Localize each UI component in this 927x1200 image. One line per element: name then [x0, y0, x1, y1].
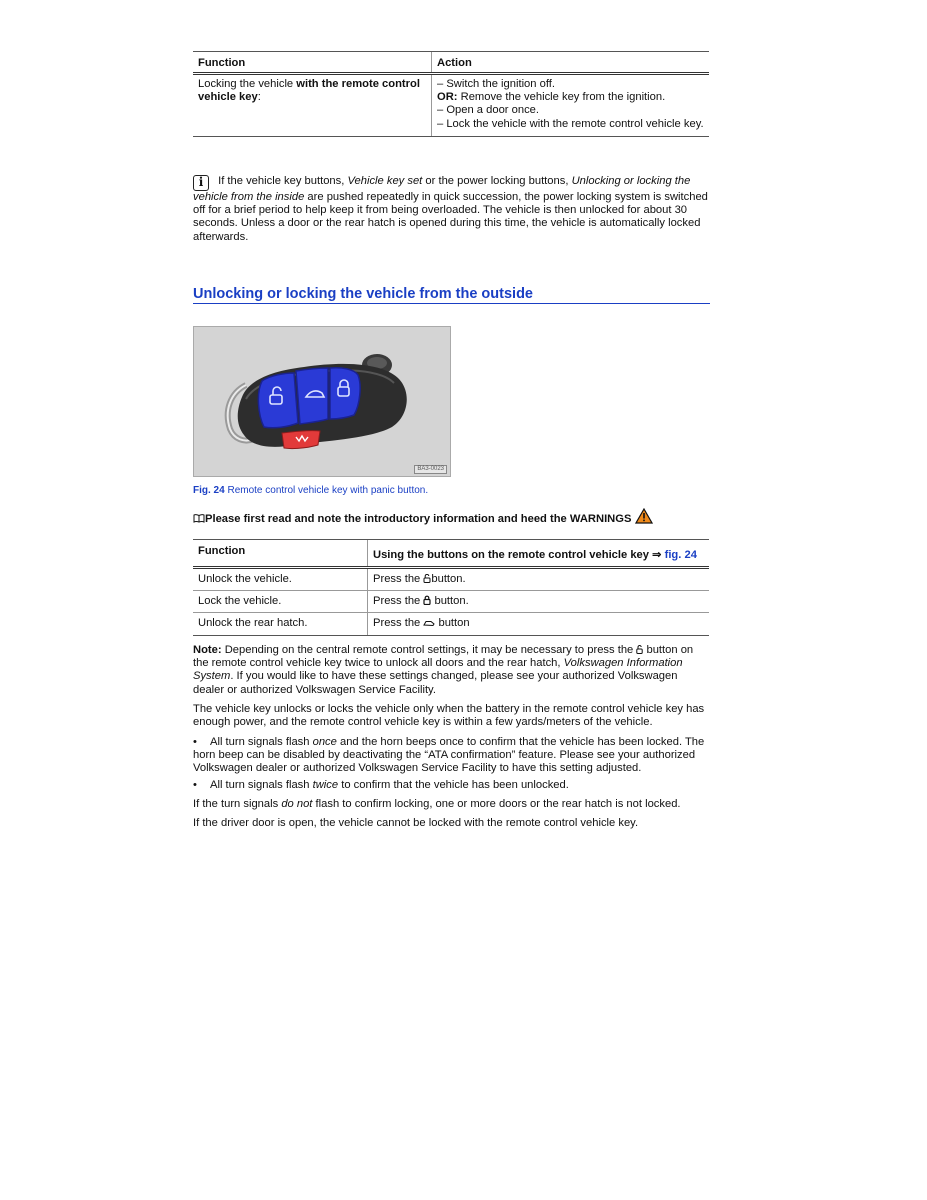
function-cell: Locking the vehicle with the remote control vehicle key:: [198, 78, 420, 104]
table-header-action: Action: [431, 52, 709, 72]
info-icon: i: [193, 175, 209, 191]
table-header-using: Using the buttons on the remote control vehicle key ⇒ fig. 24: [367, 540, 709, 566]
info-note: i If the vehicle key buttons, Vehicle key set or the power locking buttons, Unlocking or locking the vehicle from the inside are pushed repeatedly in quick succession, the power locking system is switched off for a brief period to help keep it from being overloaded. The vehicle is then unlocked for about 30 seconds. Unless a door or the rear hatch is opened during this time, the vehicle is automatically locked afterwards.: [193, 175, 708, 243]
table-header-function: Function: [198, 545, 246, 557]
remote-key-image: [194, 327, 450, 476]
action-cell: – Switch the ignition off. OR: Remove the vehicle key from the ignition. – Open a door once. – Lock the vehicle with the remote control vehicle key.: [431, 75, 709, 136]
table-row: Lock the vehicle. Press the button.: [193, 591, 709, 612]
intro-line: Please first read and note the introductory information and heed the WARNINGS: [193, 508, 653, 526]
not-locked-paragraph: If the turn signals do not flash to confirm locking, one or more doors or the rear hatch is not locked.: [193, 798, 681, 810]
lock-procedure-table: [193, 51, 709, 137]
figure-caption: Fig. 24 Remote control vehicle key with panic button.: [193, 485, 429, 496]
bullet-marker: •: [193, 779, 197, 791]
battery-paragraph: The vehicle key unlocks or locks the vehicle only when the battery in the remote control vehicle key has enough power, and the remote control vehicle key is within a few yards/meters of the vehicle.: [193, 703, 705, 729]
table-row: Unlock the vehicle. Press the button.: [193, 569, 709, 590]
buttons-table: [193, 539, 709, 636]
bullet-marker: •: [193, 736, 197, 748]
settings-note: Note: Depending on the central remote control settings, it may be necessary to press the button on the remote control vehicle key twice to unlock all doors and the rear hatch, Volkswagen Information System. If you would like to have these settings changed, please see your authorized Volkswagen dealer or authorized Volkswagen Service Facility.: [193, 644, 694, 696]
table-row: Unlock the rear hatch. Press the button: [193, 613, 709, 634]
table-header-function: Function: [198, 57, 246, 69]
rear-hatch-icon: [423, 619, 435, 627]
key-figure: [193, 326, 451, 477]
figure-link[interactable]: fig. 24: [664, 549, 697, 561]
figure-code: BA3-0023: [414, 465, 447, 474]
bullet-item: • All turn signals flash twice to confirm that the vehicle has been unlocked.: [193, 779, 569, 791]
bullet-item: • All turn signals flash once and the horn beeps once to confirm that the vehicle has been locked. The horn beep can be disabled by deactivating the “ATA confirmation” feature. Please see your authorized Volkswagen dealer or authorized Volkswagen Service Facility to have this setting adjusted.: [193, 736, 705, 775]
warning-icon: [635, 508, 653, 524]
book-icon: [193, 513, 205, 523]
driver-door-paragraph: If the driver door is open, the vehicle cannot be locked with the remote control vehicle key.: [193, 817, 639, 829]
section-heading: Unlocking or locking the vehicle from the outside: [193, 285, 710, 304]
table-row: [193, 75, 709, 136]
